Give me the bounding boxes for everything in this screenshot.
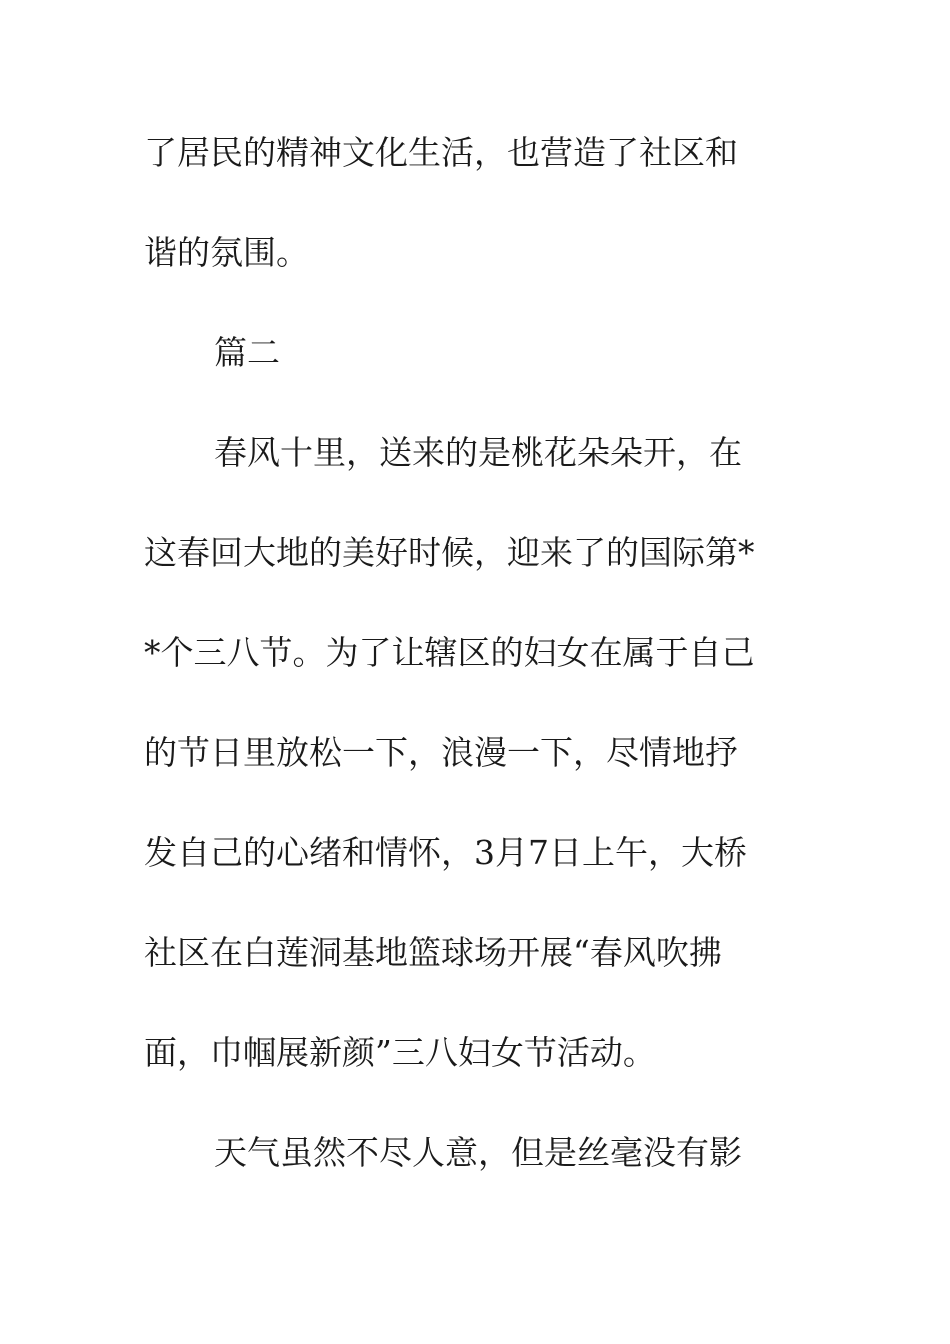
paragraph-line: 了居民的精神文化生活，也营造了社区和	[144, 133, 738, 172]
section-heading: 篇二	[214, 333, 280, 372]
paragraph-line: 的节日里放松一下，浪漫一下，尽情地抒	[144, 733, 738, 772]
paragraph-line: 面，巾帼展新颜”三八妇女节活动。	[144, 1033, 656, 1072]
paragraph-line: 谐的氛围。	[144, 233, 309, 272]
paragraph-line: *个三八节。为了让辖区的妇女在属于自己	[144, 633, 755, 672]
paragraph-line: 春风十里，送来的是桃花朵朵开，在	[214, 433, 742, 472]
paragraph-line: 社区在白莲洞基地篮球场开展“春风吹拂	[144, 933, 722, 972]
paragraph-line: 发自己的心绪和情怀，3月7日上午，大桥	[144, 833, 747, 872]
paragraph-line: 这春回大地的美好时候，迎来了的国际第*	[144, 533, 755, 572]
paragraph-line: 天气虽然不尽人意，但是丝毫没有影	[214, 1133, 742, 1172]
